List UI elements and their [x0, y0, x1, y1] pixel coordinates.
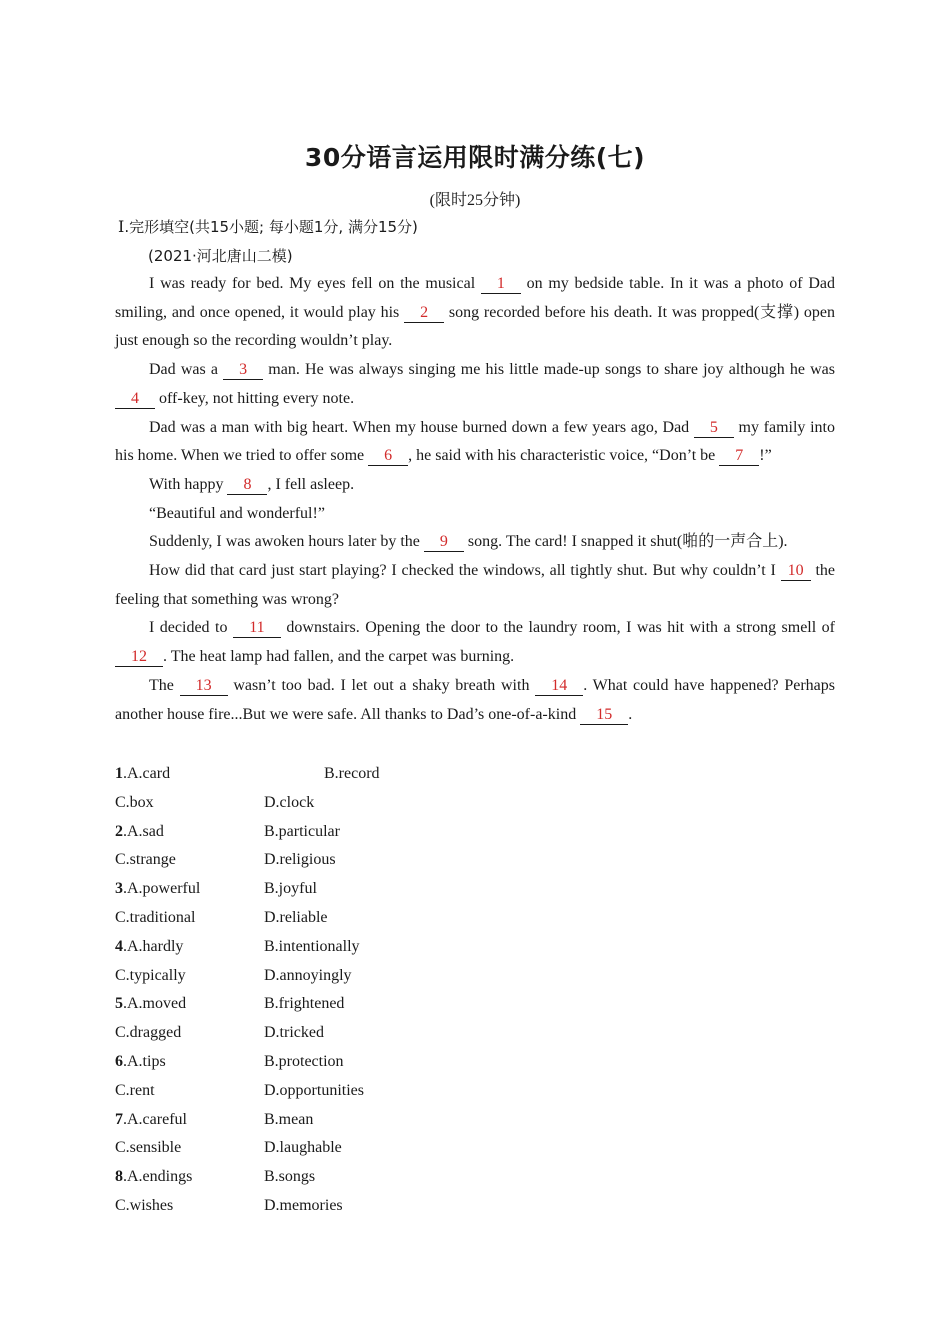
paragraph-6: Suddenly, I was awoken hours later by the 9 song. The card! I snapped it shut(啪的一声合上).: [149, 533, 788, 551]
passage-source: (2021·河北唐山二模): [148, 247, 293, 265]
blank-13: 13: [180, 677, 228, 696]
cloze-passage: [115, 270, 835, 729]
paragraph-9: The 13 wasn’t too bad. I let out a shaky breath with 14 . What could have happened? Perhaps another house fire...But we were safe. All thanks to Dad’s one-of-a-kind 15 .: [115, 676, 836, 723]
option-d: D.opportunities: [264, 1081, 364, 1099]
option-d: D.reliable: [264, 908, 328, 926]
option-c: C.typically: [115, 966, 186, 984]
option-b: B.particular: [264, 822, 340, 840]
option-c: C.sensible: [115, 1139, 182, 1157]
time-limit: (限时25分钟): [429, 192, 521, 209]
blank-11: 11: [233, 619, 281, 638]
option-d: D.laughable: [264, 1139, 342, 1157]
option-b: B.songs: [264, 1168, 316, 1186]
blank-7: 7: [719, 447, 759, 466]
option-d: D.tricked: [264, 1024, 324, 1042]
option-b: B.frightened: [264, 995, 345, 1013]
paragraph-1: I was ready for bed. My eyes fell on the musical 1 on my bedside table. In it was a photo of Dad smiling, and once opened, it would play his 2 song recorded before his death. It was propped(支撑) open just enough so the recording wouldn’t play.: [115, 275, 835, 350]
blank-5: 5: [694, 419, 734, 438]
option-b: B.intentionally: [264, 937, 360, 955]
option-b: B.mean: [264, 1110, 314, 1128]
blank-6: 6: [368, 447, 408, 466]
section-heading: [118, 216, 418, 237]
section-description: (共15小题; 每小题1分, 满分15分): [189, 218, 418, 236]
option-a: .A.moved: [123, 995, 187, 1013]
option-a: .A.endings: [123, 1168, 193, 1186]
blank-3: 3: [223, 361, 263, 380]
option-a: .A.card: [123, 765, 171, 782]
option-d: D.annoyingly: [264, 966, 352, 984]
section-numeral: Ⅰ: [118, 219, 125, 236]
paragraph-2: Dad was a 3 man. He was always singing me his little made-up songs to share joy although he was 4 off-key, not hitting every note.: [115, 356, 835, 413]
option-b: B.record: [324, 765, 380, 782]
option-b: B.protection: [264, 1052, 344, 1070]
page-title: 30分语言运用限时满分练(七): [304, 143, 646, 172]
paragraph-5: “Beautiful and wonderful!”: [149, 504, 325, 522]
blank-15: 15: [580, 706, 628, 725]
option-c: C.dragged: [115, 1024, 182, 1042]
blank-10: 10: [781, 562, 811, 581]
option-c: C.strange: [115, 851, 176, 869]
blank-4: 4: [115, 390, 155, 409]
option-c: C.wishes: [115, 1196, 174, 1214]
option-a: .A.powerful: [123, 880, 201, 898]
blank-1: 1: [481, 275, 521, 294]
option-d: D.religious: [264, 851, 336, 869]
option-a: .A.careful: [123, 1110, 187, 1128]
option-c: C.box: [115, 793, 154, 811]
option-d: D.clock: [264, 793, 315, 811]
option-a: .A.tips: [123, 1052, 166, 1070]
blank-12: 12: [115, 648, 163, 667]
paragraph-4: With happy 8 , I fell asleep.: [149, 475, 355, 493]
option-d: D.memories: [264, 1196, 343, 1214]
blank-9: 9: [424, 533, 464, 552]
option-a: .A.hardly: [123, 937, 184, 955]
paragraph-3: Dad was a man with big heart. When my house burned down a few years ago, Dad 5 my family into his home. When we tried to offer some 6 , he said with his characteristic voice, “Don’t be 7 !”: [115, 418, 835, 465]
option-c: C.traditional: [115, 908, 196, 926]
option-b: B.joyful: [264, 880, 317, 898]
blank-2: 2: [404, 304, 444, 323]
paragraph-8: I decided to 11 downstairs. Opening the door to the laundry room, I was hit with a strong smell of 12 . The heat lamp had fallen, and the carpet was burning.: [115, 614, 835, 671]
blank-8: 8: [227, 476, 267, 495]
paragraph-7: How did that card just start playing? I checked the windows, all tightly shut. But why couldn’t I 10 the feeling that something was wrong?: [115, 562, 836, 608]
exam-page: 30分语言运用限时满分练(七) (限时25分钟) Ⅰ.完形填空(共15小题; 每小题1分, 满分15分) (2021·河北唐山二模) I was ready for bed. My eyes fell on the musical 1 on my bedside table. In it was a photo of Dad smiling, and once opened, it would play his 2 song recorded before his death. It was propped(支撑) open just enough so the recording wouldn’t play. Dad was a 3 man. He was always singing me his little made-up songs to share joy although he was 4 off-key, not hitting every note. Dad was a man with big heart. When my house burned down a few years ago, Dad 5 my family into his home. When we tried to offer some 6 , he said with his characteristic voice, “Don’t be 7 !” With happy 8 , I fell asleep. “Beautiful and wonderful!” Suddenly, I was awoken hours later by the 9 song. The card! I snapped it shut(啪的一声合上). How did that card just start playing? I checked the windows, all tightly shut. But why couldn’t I 10 the feeling that something was wrong? I decided to 11 downstairs. Opening the door to the laundry room, I was hit with a strong smell of 12 . The heat lamp had fallen, and the carpet was burning. The 13 wasn’t too bad. I let out a shaky breath with 14 . What could have happened? Perhaps another house fire...But we were safe. All thanks to Dad’s one-of-a-kind 15 . 1.A.card B.record C.box D.clock 2.A.sad B.particular C.strange D.religious 3.A.powerful B.joyful C.traditional D.reliable 4.A.hardly B.intentionally C.typically D.annoyingly 5.A.moved B.frightened C.dragged D.tricked 6.A.tips B.protection C.rent D.opportunities 7.A.careful B.mean C.sensible D.laughable 8.A.endings B.songs C.wishes D.memories: [0, 0, 950, 1344]
option-c: C.rent: [115, 1081, 155, 1099]
option-a: .A.sad: [123, 822, 164, 840]
blank-14: 14: [535, 677, 583, 696]
section-name: .完形填空: [124, 218, 190, 236]
